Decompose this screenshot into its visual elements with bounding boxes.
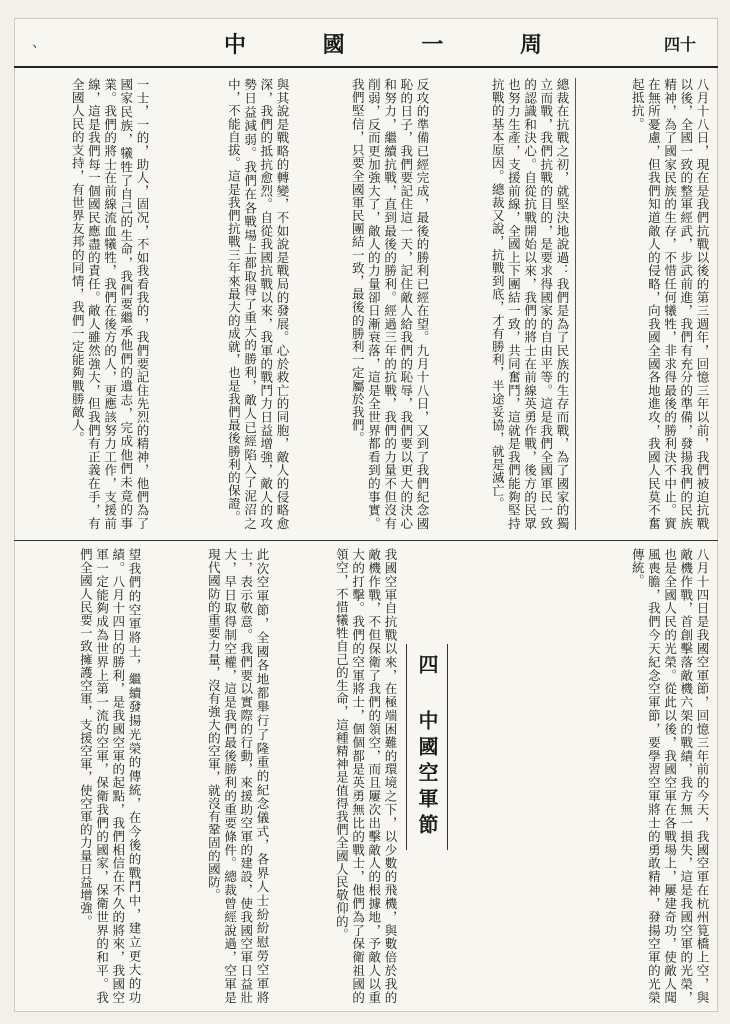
section-title	[406, 644, 448, 850]
masthead-char: 中	[224, 32, 249, 58]
article-column: 與其說是戰略的轉變，不如說是戰局的發展。心於救亡的同胞，敵人的侵略愈深，我們的抵抗愈烈。自從我國抗戰以來，我軍的戰鬥力日益增強，敵人的攻勢日益減弱。我們在各戰場上都取得了重大的勝利，敵人已經陷入了泥沼之中，不能自拔。這是我們抗戰三年來最大的成就，也是我們最後勝利的保證。	[226, 78, 290, 530]
article-column: 望我們的空軍將士，繼續發揚光榮的傳統，在今後的戰鬥中，建立更大的功績。八月十四日的勝利，是我國空軍的起點，我們相信在不久的將來，我國空軍一定能夠成為世界上第一流的空軍，保衛我們的國家，保衛世界的和平。我們全國人民要一致擁護空軍，支援空軍，使空軍的力量日益增強。	[78, 548, 142, 1004]
page-header	[14, 18, 718, 68]
upper-article	[22, 78, 710, 530]
lower-article	[22, 548, 710, 1004]
section-mark: 四	[415, 654, 439, 680]
article-column: 一士，一的，助人，固况，不如我看我的，我們要記住先烈的精神，他們為了國家民族，犧牲了自己的生命，我們要繼承他們的遺志，完成他們未竟的事業。我們的將士在前線流血犧牲，我們在後方的人，更應該努力工作，支援前線，這是我們每一個國民應盡的責任。敵人雖然強大，但我們有正義在手，有全國人民的支持，有世界友邦的同情，我們一定能夠戰勝敵人。	[70, 78, 150, 530]
masthead-char: 國	[322, 32, 347, 58]
article-column: 反攻的準備已經完成，最後的勝利已經在望。九月十八日，又到了我們紀念國恥的日子，我們要記住這一天，記住敵人給我們的恥辱，我們要以更大的決心和努力，繼續抗戰，直到最後的勝利。經過三年的抗戰，我們的力量不但沒有削弱，反而更加強大了，敵人的力量卻日漸衰落，這是全世界都看到的事實。我們堅信，只要全國軍民團結一致，最後的勝利一定屬於我們。	[350, 78, 430, 530]
masthead-char: 周	[519, 32, 544, 58]
article-column: 八月十八日，現在是我們抗戰以後的第三週年，回憶三年以前，我們被迫抗戰以後，全國一致的整軍經武，步武前進，我們有充分的準備，發揚我們的民族精神，為了國家民族的生存，不惜任何犧牲，非求得最後的勝利決不中止。實在無所憂慮，但我們知道敵人的侵略，向我國全國各地進攻，我國人民莫不奮起抵抗。	[630, 78, 710, 530]
header-mark: 、	[32, 35, 46, 51]
page-number: 四十	[663, 35, 696, 54]
section-divider	[14, 540, 718, 541]
article-column: 總裁在抗戰之初，就堅決地說過：我們是為了民族的生存而戰，為了國家的獨立而戰，我們抗戰的目的，是要求得國家的自由平等。這是我們全國軍民一致的認識和決心。自從抗戰開始以來，我們的將士在前線英勇作戰，後方的民眾也努力生產，支援前線，全國上下團結一致，共同奮鬥，這就是我們能夠堅持抗戰的基本原因。總裁又說，抗戰到底，才有勝利，半途妥協，就是滅亡。	[490, 78, 570, 530]
column-rule	[575, 78, 576, 530]
newspaper-page	[14, 18, 718, 1012]
section-title-text: 中國空軍節	[415, 710, 439, 840]
article-column: 八月十四日是我國空軍節，回憶三年前的今天，我國空軍在杭州筧橋上空，與敵機作戰，首創擊落敵機六架的戰績，我方無一損失，這是我國空軍的光榮，也是全國人民的光榮。從此以後，我國空軍在各戰場上，屢建奇功，使敵人聞風喪膽，我們今天紀念空軍節，要學習空軍將士的勇敢精神，發揚空軍的光榮傳統。	[630, 548, 710, 1004]
masthead-title	[224, 28, 544, 59]
article-column: 我國空軍自抗戰以來，在極端困難的環境之下，以少數的飛機，與數倍於我的敵機作戰，不但保衛了我們的領空，而且屢次出擊敵人的根據地，予敵人以重大的打擊。我們的空軍將士，個個都是英勇無比的戰士，他們為了保衛祖國的領空，不惜犧牲自己的生命，這種精神是值得我們全國人民敬仰的。	[334, 548, 398, 1004]
masthead-char: 一	[421, 32, 446, 58]
article-column: 此次空軍節，全國各地都舉行了隆重的紀念儀式，各界人士紛紛慰勞空軍將士，表示敬意。我們要以實際的行動，來援助空軍的建設，使我國空軍日益壯大，早日取得制空權，這是我們最後勝利的重要條件。總裁曾經說過，空軍是現代國防的重要力量，沒有強大的空軍，就沒有鞏固的國防。	[206, 548, 270, 1004]
